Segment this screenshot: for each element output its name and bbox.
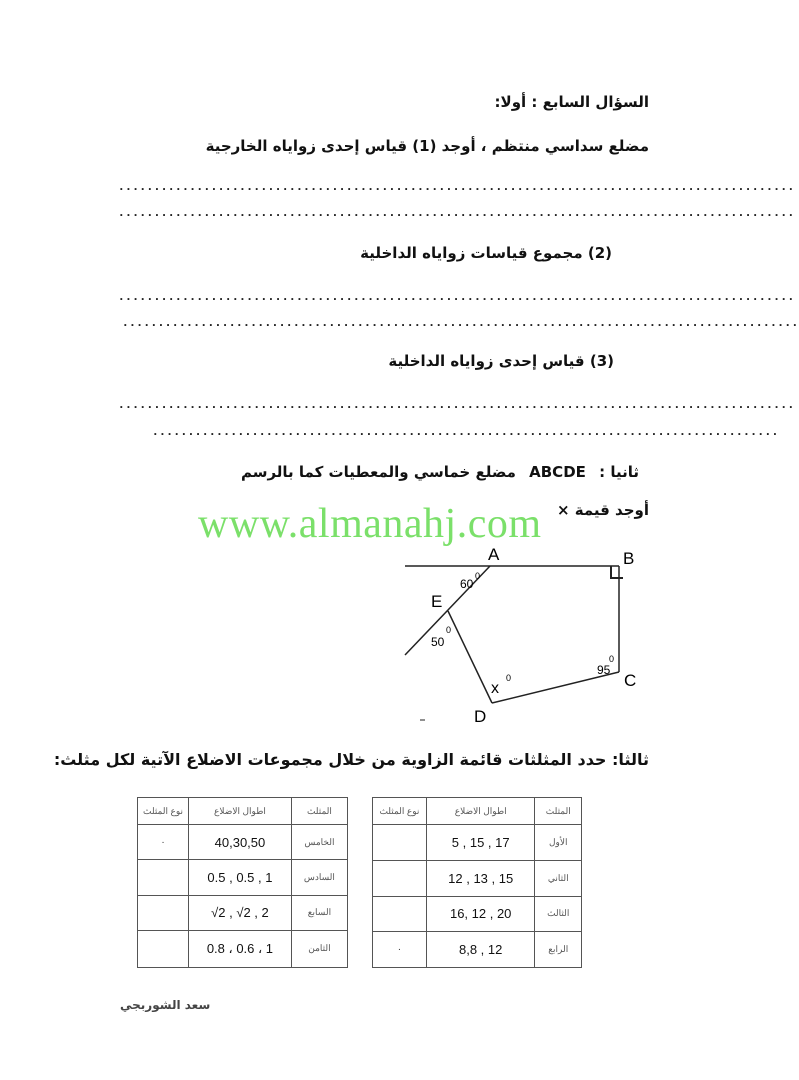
polygon-name: ABCDE [529,463,586,481]
sides-cell: 8,8 , 12 [426,932,535,968]
label-E: E [431,592,443,611]
question-2: (2) مجموع قياسات زواياه الداخلية [360,244,612,262]
answer-line: ............................................................................................... [118,290,795,303]
triangle-name: الرابع [535,932,582,968]
sides-cell: 0.8 ، 0.6 ، 1 [189,930,292,967]
sides-cell: 5 , 15 , 17 [426,825,535,861]
type-cell[interactable]: · [138,825,189,860]
header-type: نوع المثلث [373,798,427,825]
answer-line: ............................................................................................... [122,316,799,329]
label-A: A [488,545,500,564]
type-cell[interactable] [373,896,427,932]
type-cell[interactable]: · [373,932,427,968]
triangle-name: الثالث [535,896,582,932]
sides-cell: 16, 12 , 20 [426,896,535,932]
label-D: D [474,707,487,726]
header-triangle: المثلث [291,798,347,825]
degree-mark: 0 [506,673,512,683]
header-sides: اطوال الاضلاع [426,798,535,825]
sides-cell: 40,30,50 [189,825,292,860]
sides-cell: √2 , √2 , 2 [189,895,292,930]
angle-C: 95 [597,663,611,677]
degree-mark: 0 [609,654,615,664]
triangle-name: الثاني [535,860,582,896]
pentagon-diagram [395,540,655,730]
triangle-name: الثامن [291,930,347,967]
section2-desc: مضلع خماسي والمعطيات كما بالرسم [240,463,516,481]
watermark: www.almanahj.com [198,501,542,547]
section3-title: ثالثا: حدد المثلثات قائمة الزاوية من خلال مجموعات الاضلاع الآتية لكل مثلث: [53,750,649,769]
answer-line: ............................................................................................... [118,398,795,411]
header-type: نوع المثلث [138,798,189,825]
section2-prefix: ثانيا : [599,463,639,481]
answer-line: ............................................................................................... [118,180,795,193]
triangles-table-left [137,797,348,968]
degree-mark: 0 [475,571,481,581]
triangle-name: الخامس [291,825,347,860]
author-signature: سعد الشوربجي [120,998,211,1012]
find-x-label: أوجد قيمة × [556,501,649,519]
angle-A: 60 [460,577,474,591]
sides-cell: 0.5 , 0.5 , 1 [189,860,292,895]
question-title: السؤال السابع : أولا: [494,93,649,111]
question-intro: مضلع سداسي منتظم ، أوجد (1) قياس إحدى زواياه الخارجية [205,137,649,155]
triangles-table-right [372,797,582,968]
answer-line: ........................................................................................ [152,425,779,438]
type-cell[interactable] [373,825,427,861]
sides-cell: 12 , 13 , 15 [426,860,535,896]
type-cell[interactable] [138,860,189,895]
angle-E: 50 [431,635,445,649]
triangle-name: الأول [535,825,582,861]
degree-mark: 0 [446,625,452,635]
label-B: B [623,549,635,568]
triangle-name: السابع [291,895,347,930]
label-C: C [624,671,637,690]
answer-line: ............................................................................................... [118,206,795,219]
triangle-name: السادس [291,860,347,895]
type-cell[interactable] [138,895,189,930]
section2-title [241,463,639,481]
header-triangle: المثلث [535,798,582,825]
type-cell[interactable] [373,860,427,896]
question-3: (3) قياس إحدى زواياه الداخلية [388,352,614,370]
label-x: x [491,680,499,697]
type-cell[interactable] [138,930,189,967]
header-sides: اطوال الاضلاع [189,798,292,825]
